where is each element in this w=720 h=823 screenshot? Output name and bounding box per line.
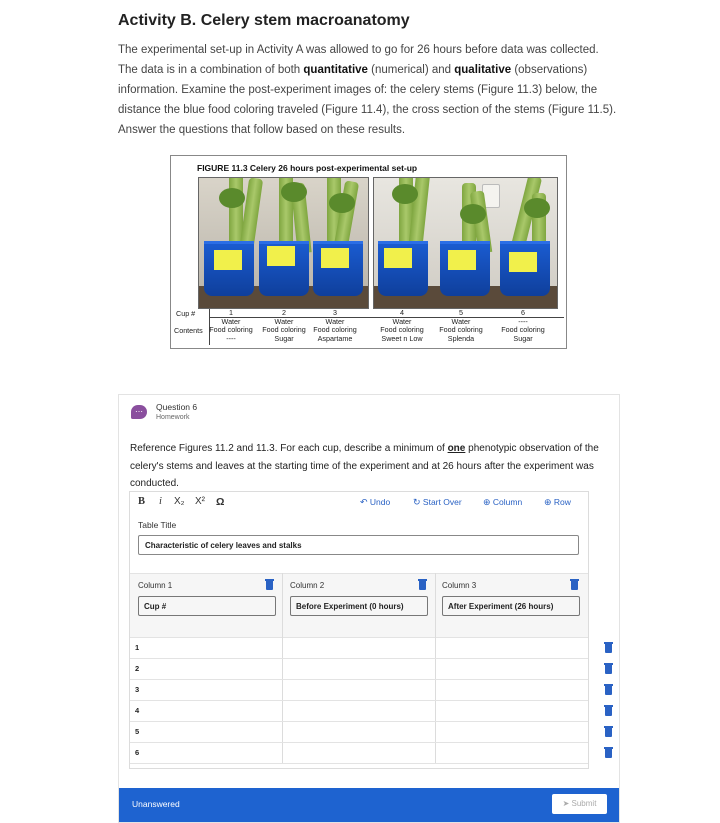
superscript-button[interactable]: X² xyxy=(195,496,205,507)
plus-circle-icon: ⊕ xyxy=(483,497,491,507)
figure-cup-1: 1 Water Food coloring ---- xyxy=(209,308,253,343)
figure-cup-3: 3 Water Food coloring Aspartame xyxy=(313,308,357,343)
table-row[interactable] xyxy=(130,658,588,680)
undo-icon: ↶ xyxy=(360,497,368,507)
delete-row-icon[interactable] xyxy=(605,707,612,716)
column-1-input[interactable]: Cup # xyxy=(138,596,276,616)
delete-column-3-icon[interactable] xyxy=(571,581,578,590)
celery-photo-cups-4-6 xyxy=(373,177,558,309)
question-number: Question 6 xyxy=(156,402,198,412)
cup-label: Cup # xyxy=(176,309,196,318)
chat-bubble-icon: ⋯ xyxy=(131,405,147,419)
delete-row-icon[interactable] xyxy=(605,644,612,653)
add-column-button[interactable]: ⊕ Column xyxy=(483,497,523,507)
table-row[interactable] xyxy=(130,700,588,722)
delete-row-icon[interactable] xyxy=(605,686,612,695)
delete-row-icon[interactable] xyxy=(605,665,612,674)
send-icon: ➤ xyxy=(562,799,570,808)
row-number: 6 xyxy=(135,748,140,757)
editor-toolbar xyxy=(130,492,588,512)
column-2-label: Column 2 xyxy=(290,581,325,590)
column-1-label: Column 1 xyxy=(138,581,173,590)
question-card xyxy=(118,394,620,823)
figure-cup-2: 2 Water Food coloring Sugar xyxy=(262,308,306,343)
delete-column-2-icon[interactable] xyxy=(419,581,426,590)
row-number: 3 xyxy=(135,685,140,694)
row-number: 5 xyxy=(135,727,140,736)
delete-column-1-icon[interactable] xyxy=(266,581,273,590)
italic-button[interactable]: i xyxy=(159,496,162,507)
plus-circle-icon: ⊕ xyxy=(544,497,552,507)
contents-label: Contents xyxy=(174,326,203,335)
table-row[interactable] xyxy=(130,742,588,764)
row-number: 4 xyxy=(135,706,140,715)
refresh-icon: ↻ xyxy=(413,497,421,507)
activity-intro: The experimental set-up in Activity A was allowed to go for 26 hours before data was collected. The data is in a combination of both quantitative (numerical) and qualitative (observations) information. Examine the post-experiment images of: the celery stems (Figure 11.3) below, the distance the blue food coloring traveled (Figure 11.4), the cross section of the stems (Figure 11.5). Answer the questions that follow based on these results. xyxy=(118,44,617,136)
delete-row-icon[interactable] xyxy=(605,749,612,758)
table-row[interactable] xyxy=(130,721,588,743)
table-row[interactable] xyxy=(130,637,588,659)
column-3-input[interactable]: After Experiment (26 hours) xyxy=(442,596,580,616)
column-3-label: Column 3 xyxy=(442,581,477,590)
bold-button[interactable]: B xyxy=(138,496,146,507)
question-type: Homework xyxy=(156,414,190,421)
question-footer xyxy=(119,788,619,822)
add-row-button[interactable]: ⊕ Row xyxy=(544,497,571,507)
column-2-input[interactable]: Before Experiment (0 hours) xyxy=(290,596,428,616)
table-title-input[interactable]: Characteristic of celery leaves and stalks xyxy=(138,535,579,555)
activity-title: Activity B. Celery stem macroanatomy xyxy=(118,12,410,29)
row-number: 1 xyxy=(135,643,140,652)
figure-11-3 xyxy=(170,155,567,349)
table-title-label: Table Title xyxy=(138,520,177,530)
delete-row-icon[interactable] xyxy=(605,728,612,737)
figure-cup-4: 4 Water Food coloring Sweet n Low xyxy=(380,308,424,343)
answer-status: Unanswered xyxy=(132,799,180,809)
start-over-button[interactable]: ↻ Start Over xyxy=(413,497,462,507)
celery-photo-cups-1-3 xyxy=(198,177,369,309)
row-number: 2 xyxy=(135,664,140,673)
figure-title: FIGURE 11.3 Celery 26 hours post-experimental set-up xyxy=(197,163,418,173)
submit-button[interactable]: ➤ Submit xyxy=(552,794,607,814)
question-prompt: Reference Figures 11.2 and 11.3. For each cup, describe a minimum of one phenotypic observation of the celery's stems and leaves at the starting time of the experiment and at 26 hours after the experiment was conducted. xyxy=(130,443,599,489)
special-character-button[interactable]: Ω xyxy=(216,496,225,508)
undo-button[interactable]: ↶ Undo xyxy=(360,497,391,507)
figure-cup-5: 5 Water Food coloring Splenda xyxy=(439,308,483,343)
subscript-button[interactable]: X₂ xyxy=(174,496,185,507)
figure-cup-6: 6 ---- Food coloring Sugar xyxy=(501,308,545,343)
table-editor xyxy=(129,491,589,769)
table-row[interactable] xyxy=(130,679,588,701)
